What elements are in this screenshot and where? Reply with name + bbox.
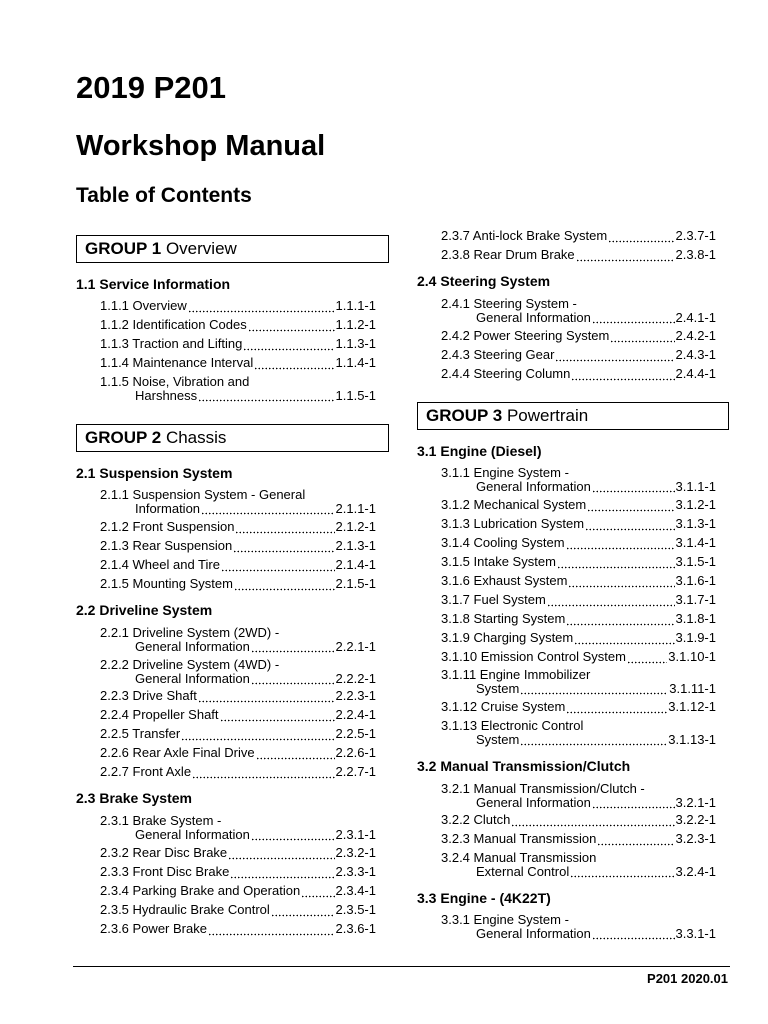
entry-title: 1.1.4 Maintenance Interval xyxy=(100,355,254,370)
entry-title-cont: General Information xyxy=(135,826,250,842)
entry-title-cont: System xyxy=(476,680,520,696)
dot-leader xyxy=(511,816,674,827)
entry-title-cont: External Control xyxy=(476,863,570,879)
entry-title: 2.2.1 Driveline System (2WD) - xyxy=(100,625,280,640)
toc-entry-3-3-1[interactable] xyxy=(441,913,716,940)
dot-leader xyxy=(566,615,674,626)
entry-page: 2.1.2-1 xyxy=(335,519,376,534)
toc-entry-2-3-5[interactable] xyxy=(100,903,376,917)
entry-title: 3.1.12 Cruise System xyxy=(441,699,566,714)
dot-leader xyxy=(181,730,334,741)
entry-title: 2.2.6 Rear Axle Final Drive xyxy=(100,745,255,760)
section-1-1[interactable]: 1.1 Service Information xyxy=(76,276,231,292)
toc-entry-2-1-1[interactable] xyxy=(100,488,376,515)
dot-leader xyxy=(547,596,675,607)
entry-title: 3.1.2 Mechanical System xyxy=(441,497,587,512)
dot-leader xyxy=(251,830,335,841)
entry-title: 3.1.10 Emission Control System xyxy=(441,649,626,664)
dot-leader xyxy=(201,504,334,515)
entry-title: 2.2.5 Transfer xyxy=(100,726,181,741)
toc-entry-3-1-5[interactable] xyxy=(441,555,716,569)
entry-page: 3.1.7-1 xyxy=(675,592,716,607)
dot-leader xyxy=(271,906,335,917)
entry-title: 1.1.3 Traction and Lifting xyxy=(100,336,243,351)
toc-entry-3-1-11[interactable] xyxy=(441,668,716,695)
toc-entry-3-1-10[interactable] xyxy=(441,650,716,664)
footer-rule xyxy=(73,966,730,967)
toc-entry-3-1-9[interactable] xyxy=(441,631,716,645)
dot-leader xyxy=(576,251,675,262)
toc-entry-2-3-7[interactable] xyxy=(441,229,716,243)
entry-page: 2.4.2-1 xyxy=(675,328,716,343)
entry-page: 3.1.3-1 xyxy=(675,516,716,531)
entry-page: 2.4.3-1 xyxy=(675,347,716,362)
toc-entry-3-2-4[interactable] xyxy=(441,851,716,878)
entry-page: 3.2.1-1 xyxy=(675,794,716,810)
entry-page: 2.3.2-1 xyxy=(335,845,376,860)
toc-entry-2-2-2[interactable] xyxy=(100,658,376,685)
dot-leader xyxy=(592,798,675,809)
entry-page: 2.1.4-1 xyxy=(335,557,376,572)
dot-leader xyxy=(233,542,334,553)
entry-page: 2.4.4-1 xyxy=(675,366,716,381)
dot-leader xyxy=(301,887,334,898)
entry-title: 2.4.1 Steering System - xyxy=(441,296,577,311)
entry-page: 2.2.5-1 xyxy=(335,726,376,741)
group-3-name: Powertrain xyxy=(506,406,589,425)
entry-title: 3.1.7 Fuel System xyxy=(441,592,546,607)
entry-page: 3.2.4-1 xyxy=(675,863,716,879)
entry-title: 2.1.1 Suspension System - General xyxy=(100,487,306,502)
dot-leader xyxy=(557,558,675,569)
toc-entry-2-1-3[interactable] xyxy=(100,539,376,553)
entry-page: 2.3.8-1 xyxy=(675,247,716,262)
entry-title: 3.2.2 Clutch xyxy=(441,812,511,827)
toc-entry-3-1-6[interactable] xyxy=(441,574,716,588)
section-2-2[interactable]: 2.2 Driveline System xyxy=(76,602,213,618)
toc-entry-2-3-6[interactable] xyxy=(100,922,376,936)
entry-title: 2.1.3 Rear Suspension xyxy=(100,538,233,553)
entry-title: 3.2.3 Manual Transmission xyxy=(441,831,597,846)
entry-title: 3.1.11 Engine Immobilizer xyxy=(441,667,591,682)
toc-entry-2-2-3[interactable] xyxy=(100,689,376,703)
toc-entry-3-1-4[interactable] xyxy=(441,536,716,550)
dot-leader xyxy=(248,321,335,332)
entry-page: 2.3.7-1 xyxy=(675,228,716,243)
entry-title: 2.3.2 Rear Disc Brake xyxy=(100,845,228,860)
dot-leader xyxy=(188,302,335,313)
dot-leader xyxy=(228,849,334,860)
dot-leader xyxy=(192,768,334,779)
toc-entry-2-1-2[interactable] xyxy=(100,520,376,534)
entry-title: 2.3.6 Power Brake xyxy=(100,921,207,936)
group-3-label: GROUP 3 xyxy=(426,406,503,425)
toc-entry-2-3-3[interactable] xyxy=(100,865,376,879)
entry-title-cont: General Information xyxy=(476,925,591,941)
dot-leader xyxy=(243,340,334,351)
entry-page: 2.3.1-1 xyxy=(335,826,376,842)
entry-title: 3.1.8 Starting System xyxy=(441,611,566,626)
entry-title: 1.1.2 Identification Codes xyxy=(100,317,247,332)
entry-page: 2.1.1-1 xyxy=(335,500,376,516)
dot-leader xyxy=(608,232,674,243)
dot-leader xyxy=(570,867,674,878)
entry-title-cont: General Information xyxy=(135,670,250,686)
entry-page: 3.2.2-1 xyxy=(675,812,716,827)
entry-page: 2.2.1-1 xyxy=(335,638,376,654)
toc-entry-2-1-5[interactable] xyxy=(100,577,376,591)
entry-page: 2.2.6-1 xyxy=(335,745,376,760)
dot-leader xyxy=(220,711,335,722)
entry-title: 2.3.1 Brake System - xyxy=(100,813,222,828)
entry-page: 3.1.5-1 xyxy=(675,554,716,569)
entry-title-cont: General Information xyxy=(476,478,591,494)
entry-page: 1.1.1-1 xyxy=(335,298,376,313)
entry-page: 3.1.10-1 xyxy=(668,649,716,664)
entry-page: 3.1.11-1 xyxy=(669,680,716,696)
toc-entry-3-2-3[interactable] xyxy=(441,832,716,846)
dot-leader xyxy=(555,351,674,362)
group-2-box[interactable] xyxy=(76,424,389,452)
dot-leader xyxy=(251,642,335,653)
entry-page: 3.1.2-1 xyxy=(675,497,716,512)
dot-leader xyxy=(568,577,674,588)
dot-leader xyxy=(627,653,667,664)
entry-title: 3.1.9 Charging System xyxy=(441,630,574,645)
entry-title: 3.1.13 Electronic Control xyxy=(441,718,584,733)
document-title: 2019 P201 xyxy=(76,70,226,105)
dot-leader xyxy=(520,735,667,746)
toc-entry-3-2-1[interactable] xyxy=(441,782,716,809)
entry-title-cont: System xyxy=(476,731,520,747)
toc-entry-2-4-4[interactable] xyxy=(441,367,716,381)
entry-page: 2.1.3-1 xyxy=(335,538,376,553)
entry-page: 3.1.8-1 xyxy=(675,611,716,626)
entry-page: 2.3.3-1 xyxy=(335,864,376,879)
dot-leader xyxy=(597,835,674,846)
entry-page: 2.3.5-1 xyxy=(335,902,376,917)
entry-page: 3.1.12-1 xyxy=(668,699,716,714)
toc-entry-2-4-3[interactable] xyxy=(441,348,716,362)
entry-title: 3.1.6 Exhaust System xyxy=(441,573,568,588)
toc-entry-2-2-1[interactable] xyxy=(100,626,376,653)
group-3-box[interactable] xyxy=(417,402,729,430)
toc-entry-2-2-6[interactable] xyxy=(100,746,376,760)
entry-title: 3.1.5 Intake System xyxy=(441,554,556,569)
dot-leader xyxy=(254,359,334,370)
entry-title-cont: Information xyxy=(135,500,201,516)
entry-title: 2.2.7 Front Axle xyxy=(100,764,192,779)
section-3-3[interactable]: 3.3 Engine - (4K22T) xyxy=(417,890,551,906)
entry-page: 3.1.13-1 xyxy=(668,731,716,747)
entry-page: 1.1.2-1 xyxy=(335,317,376,332)
dot-leader xyxy=(221,561,335,572)
entry-title-cont: General Information xyxy=(476,309,591,325)
entry-title: 2.3.4 Parking Brake and Operation xyxy=(100,883,301,898)
entry-title: 2.2.4 Propeller Shaft xyxy=(100,707,219,722)
dot-leader xyxy=(235,523,334,534)
entry-page: 3.1.6-1 xyxy=(675,573,716,588)
toc-entry-3-1-2[interactable] xyxy=(441,498,716,512)
group-1-name: Overview xyxy=(165,239,237,258)
toc-entry-1-1-1[interactable] xyxy=(100,299,376,313)
entry-title-cont: General Information xyxy=(135,638,250,654)
section-3-2[interactable]: 3.2 Manual Transmission/Clutch xyxy=(417,758,631,774)
entry-title: 3.1.3 Lubrication System xyxy=(441,516,585,531)
entry-title: 2.4.3 Steering Gear xyxy=(441,347,555,362)
dot-leader xyxy=(571,370,674,381)
entry-page: 3.2.3-1 xyxy=(675,831,716,846)
entry-title: 3.1.1 Engine System - xyxy=(441,465,569,480)
toc-entry-2-2-7[interactable] xyxy=(100,765,376,779)
entry-title: 2.3.7 Anti-lock Brake System xyxy=(441,228,608,243)
toc-entry-1-1-3[interactable] xyxy=(100,337,376,351)
toc-entry-3-1-13[interactable] xyxy=(441,719,716,746)
entry-title: 2.1.5 Mounting System xyxy=(100,576,233,591)
toc-entry-3-1-8[interactable] xyxy=(441,612,716,626)
entry-title: 2.4.2 Power Steering System xyxy=(441,328,610,343)
toc-entry-2-4-1[interactable] xyxy=(441,297,716,324)
toc-entry-1-1-2[interactable] xyxy=(100,318,376,332)
entry-title: 2.1.2 Front Suspension xyxy=(100,519,235,534)
toc-entry-2-3-4[interactable] xyxy=(100,884,376,898)
toc-entry-2-2-5[interactable] xyxy=(100,727,376,741)
dot-leader xyxy=(566,703,667,714)
entry-title: 2.3.8 Rear Drum Brake xyxy=(441,247,575,262)
dot-leader xyxy=(251,674,335,685)
entry-title: 3.3.1 Engine System - xyxy=(441,912,569,927)
entry-title: 2.2.2 Driveline System (4WD) - xyxy=(100,657,280,672)
entry-title-cont: Harshness xyxy=(135,387,198,403)
toc-entry-2-4-2[interactable] xyxy=(441,329,716,343)
entry-page: 3.1.9-1 xyxy=(675,630,716,645)
entry-title: 2.3.5 Hydraulic Brake Control xyxy=(100,902,270,917)
group-2-label: GROUP 2 xyxy=(85,428,162,447)
entry-title-cont: General Information xyxy=(476,794,591,810)
entry-page: 2.2.2-1 xyxy=(335,670,376,686)
entry-title: 3.2.4 Manual Transmission xyxy=(441,850,597,865)
dot-leader xyxy=(592,929,675,940)
toc-heading: Table of Contents xyxy=(76,184,252,207)
toc-entry-3-1-1[interactable] xyxy=(441,466,716,493)
section-2-4[interactable]: 2.4 Steering System xyxy=(417,273,551,289)
toc-entry-2-3-1[interactable] xyxy=(100,814,376,841)
section-2-3[interactable]: 2.3 Brake System xyxy=(76,790,192,806)
entry-page: 3.1.1-1 xyxy=(675,478,716,494)
entry-page: 2.2.7-1 xyxy=(335,764,376,779)
entry-page: 1.1.3-1 xyxy=(335,336,376,351)
entry-page: 2.3.6-1 xyxy=(335,921,376,936)
dot-leader xyxy=(592,482,675,493)
toc-entry-2-1-4[interactable] xyxy=(100,558,376,572)
dot-leader xyxy=(592,313,675,324)
dot-leader xyxy=(198,692,335,703)
entry-page: 1.1.4-1 xyxy=(335,355,376,370)
entry-title: 2.2.3 Drive Shaft xyxy=(100,688,197,703)
toc-entry-3-1-7[interactable] xyxy=(441,593,716,607)
toc-entry-2-3-2[interactable] xyxy=(100,846,376,860)
toc-entry-3-1-3[interactable] xyxy=(441,517,716,531)
entry-page: 2.2.4-1 xyxy=(335,707,376,722)
dot-leader xyxy=(587,501,674,512)
entry-title: 2.3.3 Front Disc Brake xyxy=(100,864,230,879)
dot-leader xyxy=(230,868,334,879)
dot-leader xyxy=(198,391,334,402)
entry-title: 3.1.4 Cooling System xyxy=(441,535,565,550)
dot-leader xyxy=(574,634,674,645)
group-1-box[interactable] xyxy=(76,235,389,263)
entry-page: 2.3.4-1 xyxy=(335,883,376,898)
toc-entry-3-2-2[interactable] xyxy=(441,813,716,827)
dot-leader xyxy=(566,539,675,550)
manual-title: Workshop Manual xyxy=(76,130,326,162)
toc-entry-1-1-5[interactable] xyxy=(100,375,376,402)
dot-leader xyxy=(208,925,335,936)
group-2-name: Chassis xyxy=(165,428,227,447)
entry-page: 3.1.4-1 xyxy=(675,535,716,550)
section-2-1[interactable]: 2.1 Suspension System xyxy=(76,465,233,481)
entry-title: 2.1.4 Wheel and Tire xyxy=(100,557,220,572)
toc-entry-1-1-4[interactable] xyxy=(100,356,376,370)
dot-leader xyxy=(234,580,335,591)
entry-title: 1.1.5 Noise, Vibration and xyxy=(100,374,250,389)
entry-title: 3.2.1 Manual Transmission/Clutch - xyxy=(441,781,645,796)
dot-leader xyxy=(610,332,674,343)
dot-leader xyxy=(256,749,335,760)
footer-doc-id: P201 2020.01 xyxy=(647,971,728,986)
dot-leader xyxy=(585,520,674,531)
entry-title: 2.4.4 Steering Column xyxy=(441,366,571,381)
toc-entry-3-1-12[interactable] xyxy=(441,700,716,714)
entry-page: 2.2.3-1 xyxy=(335,688,376,703)
section-3-1[interactable]: 3.1 Engine (Diesel) xyxy=(417,443,542,459)
entry-page: 3.3.1-1 xyxy=(675,925,716,941)
dot-leader xyxy=(520,684,668,695)
group-1-label: GROUP 1 xyxy=(85,239,162,258)
toc-entry-2-3-8[interactable] xyxy=(441,248,716,262)
entry-page: 2.4.1-1 xyxy=(675,309,716,325)
entry-page: 1.1.5-1 xyxy=(335,387,376,403)
entry-title: 1.1.1 Overview xyxy=(100,298,187,313)
toc-entry-2-2-4[interactable] xyxy=(100,708,376,722)
entry-page: 2.1.5-1 xyxy=(335,576,376,591)
